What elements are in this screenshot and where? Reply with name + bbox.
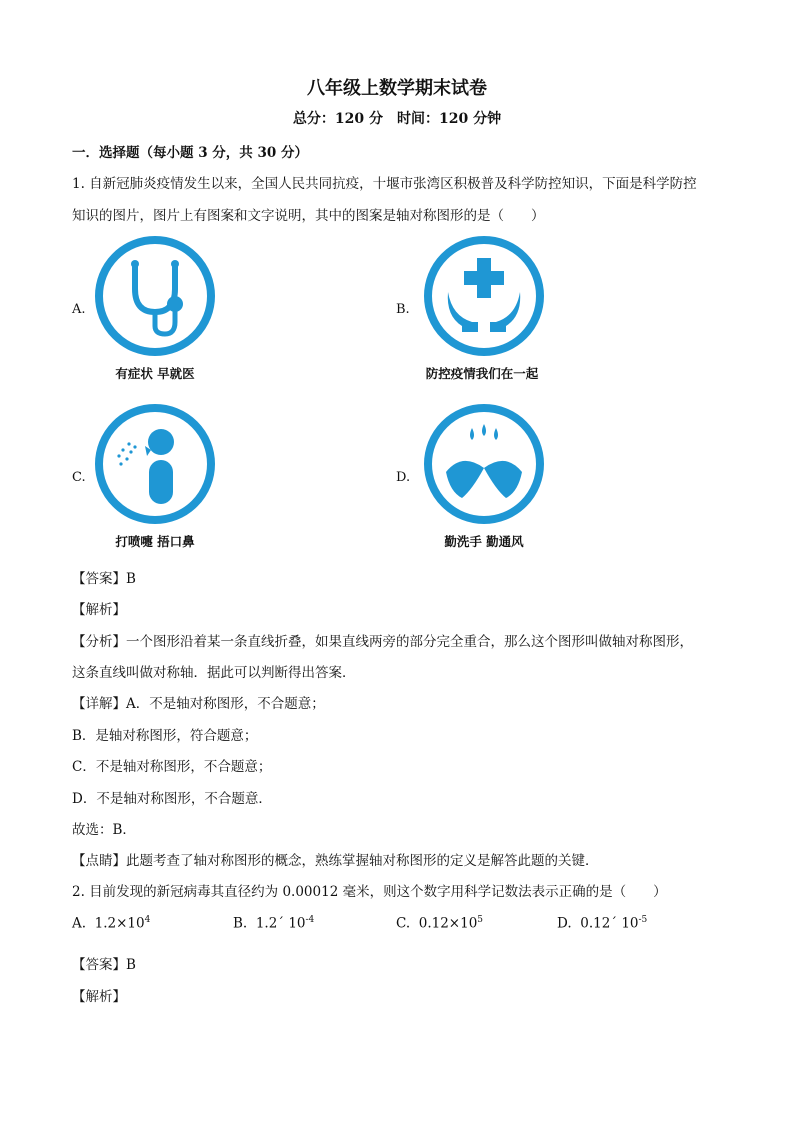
option-d-image	[422, 402, 546, 550]
option-a-caption: 有症状 早就医	[115, 366, 195, 381]
q2-choice-a	[72, 915, 150, 932]
q2-choice-a-base: 1.2×10	[94, 915, 145, 932]
option-c-label: C.	[72, 470, 86, 485]
option-a-image	[93, 234, 217, 382]
q2-choice-d	[557, 915, 647, 932]
option-c-image	[93, 402, 217, 550]
option-a-label: A.	[72, 302, 86, 317]
q1-stem-line2: 知识的图片，图片上有图案和文字说明，其中的图案是轴对称图形的是（ ）	[72, 208, 545, 224]
q1-stem-line1: 1. 自新冠肺炎疫情发生以来，全国人民共同抗疫，十堰市张湾区积极普及科学防控知识，下面是科学防控	[72, 176, 697, 192]
q1-choose: 故选：B．	[72, 822, 136, 838]
page-subtitle: 总分：120 分 时间：120 分钟	[292, 111, 502, 127]
q2-choice-c-exp: 5	[477, 915, 484, 925]
option-c-caption: 打喷嚏 捂口鼻	[115, 534, 195, 549]
q2-choice-c	[396, 915, 483, 932]
q1-analysis-line1: 【分析】一个图形沿着某一条直线折叠，如果直线两旁的部分完全重合，那么这个图形叫做轴对称图形，	[72, 634, 693, 650]
option-d-caption: 勤洗手 勤通风	[444, 534, 524, 549]
section-heading: 一．选择题（每小题 3 分，共 30 分）	[72, 145, 308, 161]
q2-choice-c-label: C.	[396, 915, 411, 932]
q1-analysis-head: 【解析】	[72, 602, 126, 618]
stethoscope-icon	[93, 234, 217, 358]
handwash-icon	[422, 402, 546, 526]
q2-choice-b-exp: -4	[305, 915, 315, 925]
q1-analysis-line2: 这条直线叫做对称轴．据此可以判断得出答案．	[72, 665, 356, 681]
q1-answer: 【答案】B	[72, 571, 136, 587]
page-title: 八年级上数学期末试卷	[307, 78, 487, 99]
q1-detail-line2: B．是轴对称图形，符合题意；	[72, 728, 258, 744]
q2-choice-b-base: 1.2´ 10	[255, 915, 306, 932]
q2-choice-c-base: 0.12×10	[418, 915, 478, 932]
option-b-image	[422, 234, 546, 382]
option-b-caption: 防控疫情我们在一起	[425, 366, 539, 381]
hands-cross-icon	[422, 234, 546, 358]
q1-detail-line1: 【详解】A．不是轴对称图形，不合题意；	[72, 696, 325, 712]
q1-detail-line4: D．不是轴对称图形，不合题意．	[72, 791, 272, 807]
q1-comment: 【点睛】此题考查了轴对称图形的概念，熟练掌握轴对称图形的定义是解答此题的关键．	[72, 853, 599, 869]
q2-answer: 【答案】B	[72, 957, 136, 973]
q2-choice-b-label: B.	[233, 915, 248, 932]
q1-detail-line3: C．不是轴对称图形，不合题意；	[72, 759, 272, 775]
q2-choice-b	[233, 915, 314, 932]
q2-choice-a-label: A.	[72, 915, 87, 932]
q2-choice-d-label: D.	[557, 915, 572, 932]
q2-stem: 2. 目前发现的新冠病毒其直径约为 0.00012 毫米，则这个数字用科学记数法表示正确的是（ ）	[72, 884, 667, 900]
q2-choice-d-exp: -5	[638, 915, 648, 925]
sneeze-icon	[93, 402, 217, 526]
q2-analysis-head: 【解析】	[72, 989, 126, 1005]
option-b-label: B.	[396, 302, 410, 317]
q2-choice-d-base: 0.12´ 10	[580, 915, 639, 932]
q2-choice-a-exp: 4	[144, 915, 151, 925]
option-d-label: D.	[396, 470, 411, 485]
